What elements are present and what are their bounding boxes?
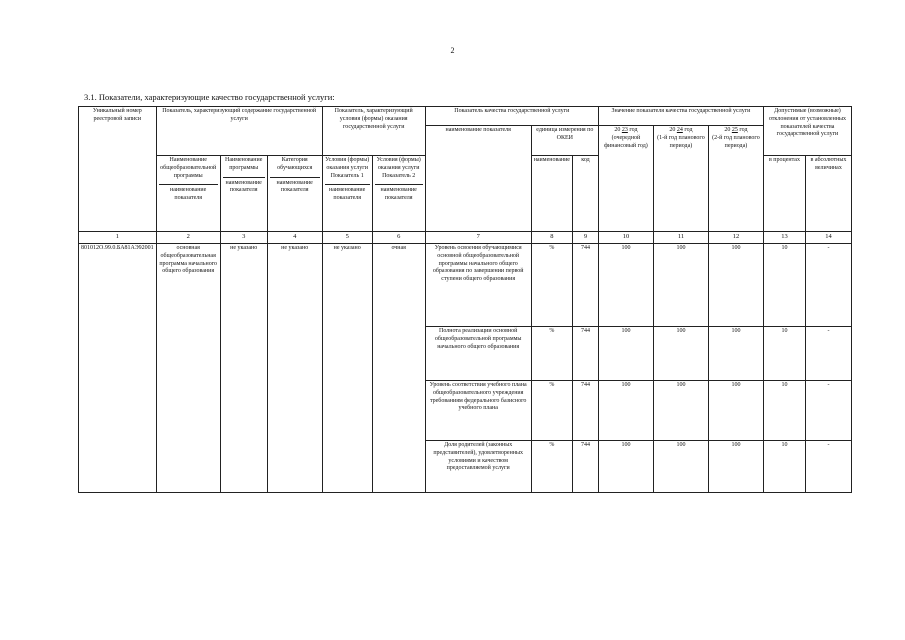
header-sub-condition-2: Условия (формы) оказания услуги Показатель 2 наименование показателя: [372, 156, 425, 232]
condition-2-cell: очная: [372, 244, 425, 493]
header-indicator-name: наименование показателя: [425, 126, 531, 232]
column-number: 14: [805, 232, 851, 244]
column-number: 11: [653, 232, 708, 244]
absolute-cell: -: [805, 441, 851, 493]
header-unit-code: код: [572, 156, 598, 232]
column-number: 13: [763, 232, 805, 244]
absolute-cell: -: [805, 327, 851, 381]
percent-cell: 10: [763, 381, 805, 441]
column-number: 4: [267, 232, 322, 244]
column-number: 5: [322, 232, 372, 244]
category-cell: не указано: [267, 244, 322, 493]
unit-cell: %: [531, 441, 572, 493]
column-number: 3: [220, 232, 267, 244]
absolute-cell: -: [805, 381, 851, 441]
indicator-name-cell: Доля родителей (законных представителей), удовлетворенных условиями и качеством предоставляемой услуги: [425, 441, 531, 493]
value-1-cell: 100: [598, 441, 653, 493]
year-1-value: 23: [621, 127, 628, 133]
value-2-cell: 100: [653, 327, 708, 381]
header-content-group: Показатель, характеризующий содержание государственной услуги: [156, 107, 322, 156]
quality-table: [78, 106, 852, 493]
value-3-cell: 100: [708, 381, 763, 441]
condition-1-cell: не указано: [322, 244, 372, 493]
value-1-cell: 100: [598, 327, 653, 381]
column-number: 8: [531, 232, 572, 244]
column-number: 10: [598, 232, 653, 244]
header-sub-program-name: Наименование программы наименование показателя: [220, 156, 267, 232]
header-year-2: 20 24 год (1-й год планового периода): [653, 126, 708, 232]
value-3-cell: 100: [708, 244, 763, 327]
header-unit-name: наименование: [531, 156, 572, 232]
unit-cell: %: [531, 381, 572, 441]
column-number: 12: [708, 232, 763, 244]
percent-cell: 10: [763, 244, 805, 327]
header-sub-program: Наименование общеобразовательной программы наименование показателя: [156, 156, 220, 232]
header-value-group: Значение показателя качества государственной услуги: [598, 107, 763, 126]
value-2-cell: 100: [653, 381, 708, 441]
column-number: 6: [372, 232, 425, 244]
header-year-1: 20 23 год (очередной финансовый год): [598, 126, 653, 232]
header-deviation-group: Допустимые (возможные) отклонения от установленных показателей качества государственной услуги: [763, 107, 851, 156]
unit-cell: %: [531, 244, 572, 327]
section-title: 3.1. Показатели, характеризующие качество государственной услуги:: [84, 92, 335, 102]
code-cell: 744: [572, 441, 598, 493]
column-numbers-row: [79, 232, 852, 244]
code-cell: 744: [572, 244, 598, 327]
percent-cell: 10: [763, 441, 805, 493]
code-cell: 744: [572, 381, 598, 441]
year-3-value: 25: [731, 127, 738, 133]
column-number: 9: [572, 232, 598, 244]
absolute-cell: -: [805, 244, 851, 327]
table-row: [79, 244, 852, 327]
indicator-name-cell: Уровень освоения обучающимися основной общеобразовательной программы начального общего образования по завершении первой ступени общего образования: [425, 244, 531, 327]
indicator-name-cell: Полнота реализации основной общеобразовательной программы начального общего образования: [425, 327, 531, 381]
header-sub-condition-1: Условия (формы) оказания услуги Показатель 1 наименование показателя: [322, 156, 372, 232]
value-3-cell: 100: [708, 327, 763, 381]
header-year-3: 20 25 год (2-й год планового периода): [708, 126, 763, 232]
header-unit-okei: единица измерения по ОКЕИ: [531, 126, 598, 156]
header-quality-group: Показатель качества государственной услуги: [425, 107, 598, 126]
value-2-cell: 100: [653, 441, 708, 493]
header-conditions-group: Показатель, характеризующий условия (формы) оказания государственной услуги: [322, 107, 425, 156]
program-name-cell: не указано: [220, 244, 267, 493]
code-cell: 744: [572, 327, 598, 381]
value-1-cell: 100: [598, 244, 653, 327]
value-2-cell: 100: [653, 244, 708, 327]
value-1-cell: 100: [598, 381, 653, 441]
column-number: 7: [425, 232, 531, 244]
header-percent: в процентах: [763, 156, 805, 232]
header-sub-category: Категория обучающихся наименование показателя: [267, 156, 322, 232]
indicator-name-cell: Уровень соответствия учебного плана общеобразовательного учреждения требованиям федерального базисного учебного плана: [425, 381, 531, 441]
column-number: 1: [79, 232, 157, 244]
header-unique-number: Уникальный номер реестровой записи: [79, 107, 157, 232]
program-cell: основная общеобразовательная программа начального общего образования: [156, 244, 220, 493]
page-number: 2: [450, 46, 455, 55]
value-3-cell: 100: [708, 441, 763, 493]
year-2-value: 24: [676, 127, 683, 133]
unique-number-cell: 801012О.99.0.БА81АЭ92001: [79, 244, 157, 493]
percent-cell: 10: [763, 327, 805, 381]
column-number: 2: [156, 232, 220, 244]
header-absolute: в абсолютных величинах: [805, 156, 851, 232]
unit-cell: %: [531, 327, 572, 381]
